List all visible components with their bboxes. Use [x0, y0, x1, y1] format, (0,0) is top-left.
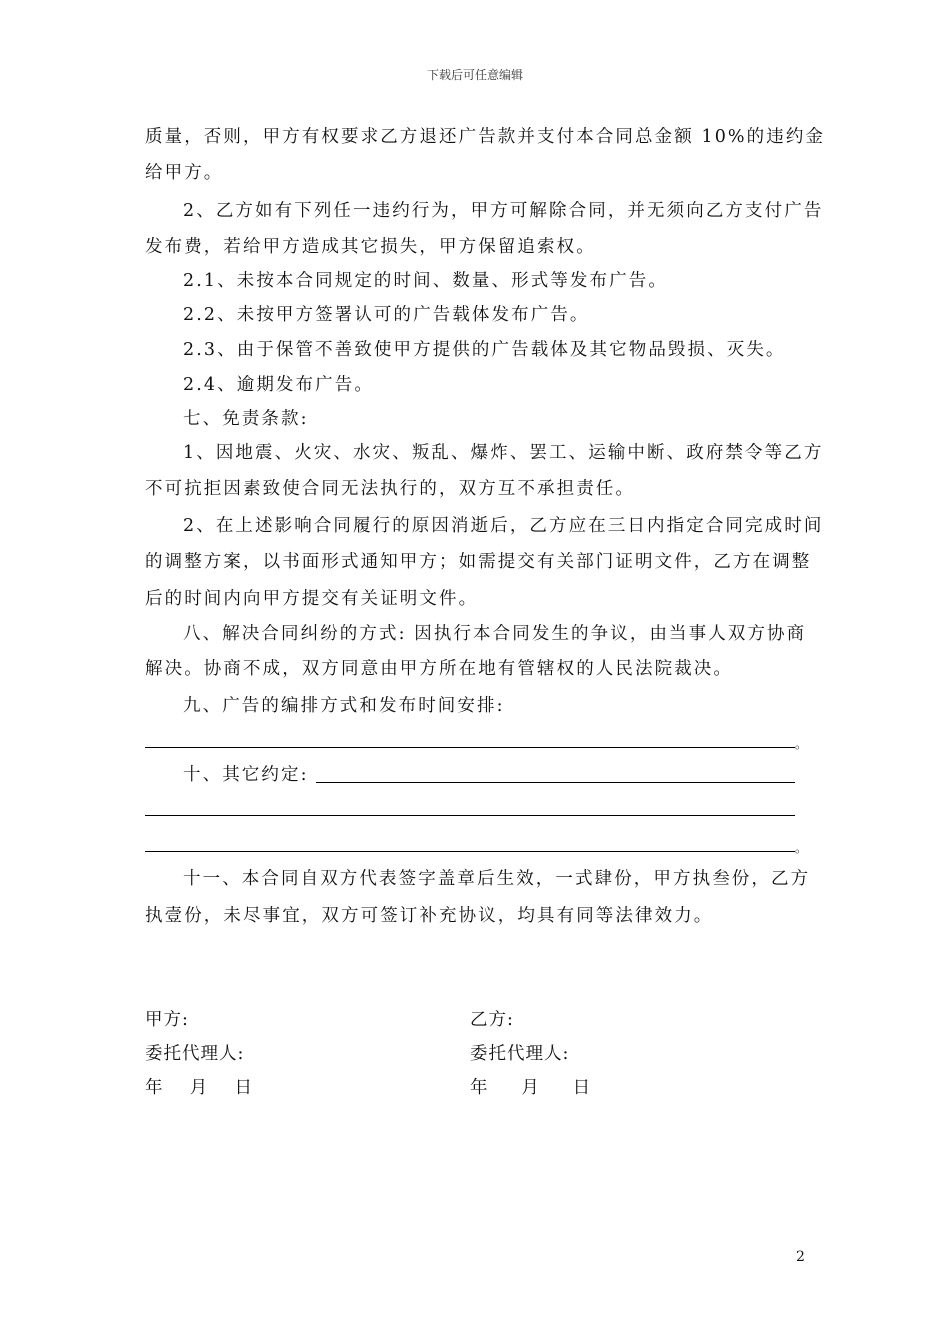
paragraph-line: 执壹份，未尽事宜，双方可签订补充协议，均具有同等法律效力。 — [145, 906, 714, 926]
paragraph-line: 质量，否则，甲方有权要求乙方退还广告款并支付本合同总金额 10%的违约金 — [145, 127, 826, 147]
paragraph-line: 十一、本合同自双方代表签字盖章后生效，一式肆份，甲方执叁份，乙方 — [183, 869, 811, 889]
party-a-date: 年 月 日 — [145, 1078, 254, 1098]
fill-in-line — [145, 747, 795, 748]
paragraph-line: 解决。协商不成，双方同意由甲方所在地有管辖权的人民法院裁决。 — [145, 659, 733, 679]
period-mark: 。 — [795, 841, 808, 855]
section-heading: 十、其它约定: — [183, 765, 309, 785]
party-b-agent-label: 委托代理人: — [470, 1044, 570, 1064]
paragraph-line: 2.4、逾期发布广告。 — [183, 375, 374, 395]
page-number: 2 — [796, 1249, 805, 1265]
paragraph-line: 2.1、未按本合同规定的时间、数量、形式等发布广告。 — [183, 271, 668, 291]
party-b-date: 年 月 日 — [470, 1078, 592, 1098]
party-a-agent-label: 委托代理人: — [145, 1044, 245, 1064]
section-heading: 九、广告的编排方式和发布时间安排: — [183, 696, 505, 716]
paragraph-line: 后的时间内向甲方提交有关证明文件。 — [145, 589, 479, 609]
paragraph-line: 发布费，若给甲方造成其它损失，甲方保留追索权。 — [145, 237, 596, 257]
paragraph-line: 2.2、未按甲方签署认可的广告载体发布广告。 — [183, 305, 590, 325]
section-heading: 七、免责条款: — [183, 409, 309, 429]
party-a-label: 甲方: — [145, 1010, 189, 1030]
party-b-label: 乙方: — [470, 1010, 514, 1030]
paragraph-line: 2.3、由于保管不善致使甲方提供的广告载体及其它物品毁损、灭失。 — [183, 340, 786, 360]
paragraph-line: 八、解决合同纠纷的方式: 因执行本合同发生的争议，由当事人双方协商 — [183, 624, 807, 644]
paragraph-line: 的调整方案，以书面形式通知甲方；如需提交有关部门证明文件，乙方在调整 — [145, 552, 812, 572]
fill-in-line — [316, 782, 795, 783]
paragraph-line: 2、在上述影响合同履行的原因消逝后，乙方应在三日内指定合同完成时间 — [183, 516, 824, 536]
period-mark: 。 — [795, 737, 808, 751]
header-note: 下载后可任意编辑 — [426, 68, 523, 82]
fill-in-line — [145, 851, 795, 852]
paragraph-line: 不可抗拒因素致使合同无法执行的，双方互不承担责任。 — [145, 479, 635, 499]
paragraph-line: 给甲方。 — [145, 163, 224, 183]
paragraph-line: 1、因地震、火灾、水灾、叛乱、爆炸、罢工、运输中断、政府禁令等乙方 — [183, 443, 824, 463]
fill-in-line — [145, 815, 795, 816]
paragraph-line: 2、乙方如有下列任一违约行为，甲方可解除合同，并无须向乙方支付广告 — [183, 201, 824, 221]
